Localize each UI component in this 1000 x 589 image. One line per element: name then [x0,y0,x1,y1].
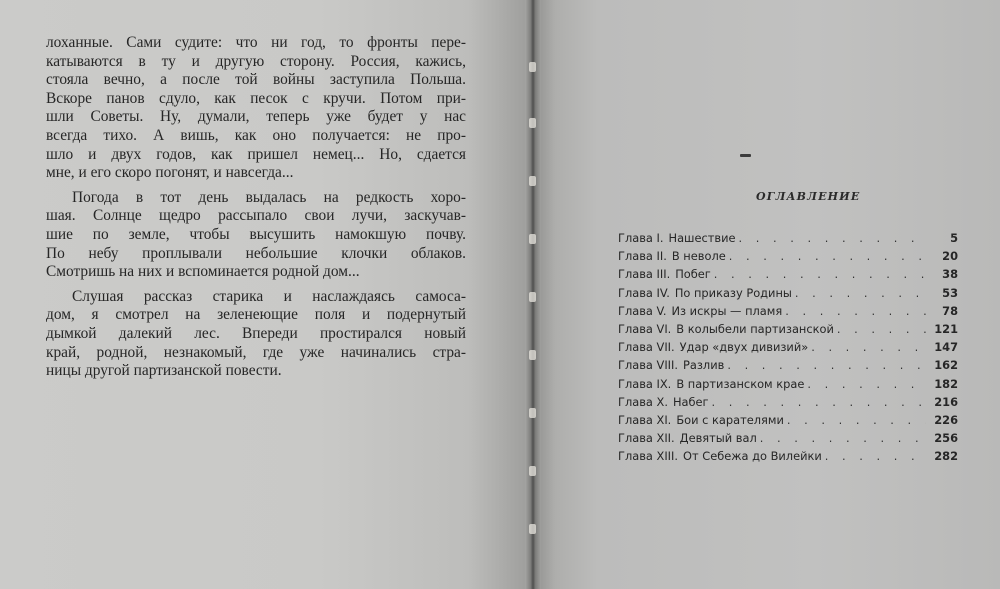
dot-leader [712,393,926,411]
text-line: Вскоре панов сдуло, как песок с кручи. Потом при- [46,89,466,107]
text-line: мне, и его скоро погонят, и навсегда... [46,164,294,182]
page-number: 282 [934,449,958,464]
text-line: всегда тихо. А вишь, как оно получается: не про- [46,126,466,144]
text-line: ницы другой партизанской повести. [46,362,282,380]
text-line: По небу проплывали небольшие клочки облаков. [46,244,466,262]
toc-entry [618,393,958,411]
chapter-number: Глава IV. [618,285,670,300]
chapter-number: Глава V. [618,303,667,318]
paragraph-1 [46,34,466,183]
chapter-title: Девятый вал [679,431,757,446]
dot-leader [837,320,926,338]
text-line: край, родной, незнакомый, где уже начинались стра- [46,343,466,361]
toc-entry [618,320,958,338]
chapter-number: Глава XI. [618,412,672,427]
chapter-title: Разлив [683,358,725,373]
binding-stitch [529,176,536,186]
text-line: шли Советы. Ну, думали, теперь уже будет у нас [46,108,466,126]
toc-entry [618,375,958,393]
dot-leader [714,265,926,283]
chapter-number: Глава I. [618,231,664,245]
chapter-number: Глава X. [618,394,668,409]
page-number: 147 [934,340,958,355]
text-line: стояла вечно, а после той войны заступила Польша. [46,71,466,89]
binding-stitch [529,234,536,244]
dot-leader [739,229,926,247]
binding-stitch [529,292,536,302]
chapter-number: Глава III. [618,267,671,282]
text-line: катываются в ту и другую сторону. Россия, кажись, [46,52,466,70]
page-number: 216 [934,394,958,409]
binding-stitch [529,408,536,418]
toc-entry [618,411,958,429]
dot-leader [729,247,926,265]
chapter-title: Бои с карателями [676,412,784,427]
toc-entry [618,429,958,447]
print-mark [740,154,751,157]
chapter-number: Глава XIII. [618,449,679,464]
dot-leader [795,284,926,302]
text-line: шло и двух годов, как пришел немец... Но, сдается [46,145,466,163]
page-number: 38 [942,267,958,282]
dot-leader [787,411,926,429]
text-line: шая. Солнце щедро рассыпало свои лучи, заскучав- [46,207,466,225]
chapter-title: Из искры — пламя [671,303,783,318]
chapter-title: В колыбели партизанской [676,321,834,336]
paragraph-3 [46,288,466,381]
page-number: 226 [934,412,958,427]
page-number: 78 [942,303,958,318]
text-line: дымкой далекий лес. Впереди простирался новый [46,324,466,342]
dot-leader [807,375,926,393]
dot-leader [811,338,926,356]
binding-stitch [529,118,536,128]
chapter-title: Нашествие [668,231,736,245]
toc-entry [618,338,958,356]
toc-entry [618,265,958,283]
text-line: Погода в тот день выдалась на редкость хоро- [72,188,466,206]
chapter-number: Глава XII. [618,431,675,446]
text-line: шие по земле, чтобы высушить намокшую почву. [46,225,466,243]
chapter-title: Побег [675,267,711,282]
dot-leader [760,429,926,447]
page-number: 256 [934,431,958,446]
dot-leader [785,302,926,320]
binding-stitch [529,350,536,360]
binding-stitch [529,466,536,476]
text-line: Слушая рассказ старика и наслаждаясь самоса- [72,287,466,305]
chapter-number: Глава VIII. [618,358,679,373]
page-number: 182 [934,376,958,391]
chapter-title: От Себежа до Вилейки [683,449,822,464]
paragraph-2 [46,189,466,282]
chapter-title: Набег [672,394,709,409]
page-number: 53 [942,285,958,300]
chapter-number: Глава IX. [618,376,672,391]
page-number: 162 [934,358,958,373]
chapter-number: Глава II. [618,249,667,264]
page-number: 121 [934,321,958,336]
chapter-number: Глава VI. [618,321,672,336]
toc-entry [618,247,958,265]
text-line: лоханные. Сами судите: что ни год, то фронты пере- [46,34,466,51]
toc-title: ОГЛАВЛЕНИЕ [756,190,861,203]
binding-stitch [529,62,536,72]
chapter-number: Глава VII. [618,340,675,355]
text-line: Смотришь на них и вспоминается родной дом... [46,263,360,281]
table-of-contents [618,229,958,465]
chapter-title: В партизанском крае [676,376,805,391]
dot-leader [825,447,926,465]
page-number: 20 [942,249,958,264]
toc-entry [618,447,958,465]
text-line: дом, я смотрел на зеленеющие поля и подернутый [46,306,466,324]
toc-entry [618,229,958,247]
page-number: 5 [950,231,958,245]
toc-entry [618,302,958,320]
toc-entry [618,284,958,302]
chapter-title: Удар «двух дивизий» [679,340,809,355]
chapter-title: В неволе [671,249,726,264]
toc-entry [618,356,958,374]
dot-leader [727,356,926,374]
chapter-title: По приказу Родины [674,285,792,300]
left-page-text [46,34,466,381]
binding-stitch [529,524,536,534]
